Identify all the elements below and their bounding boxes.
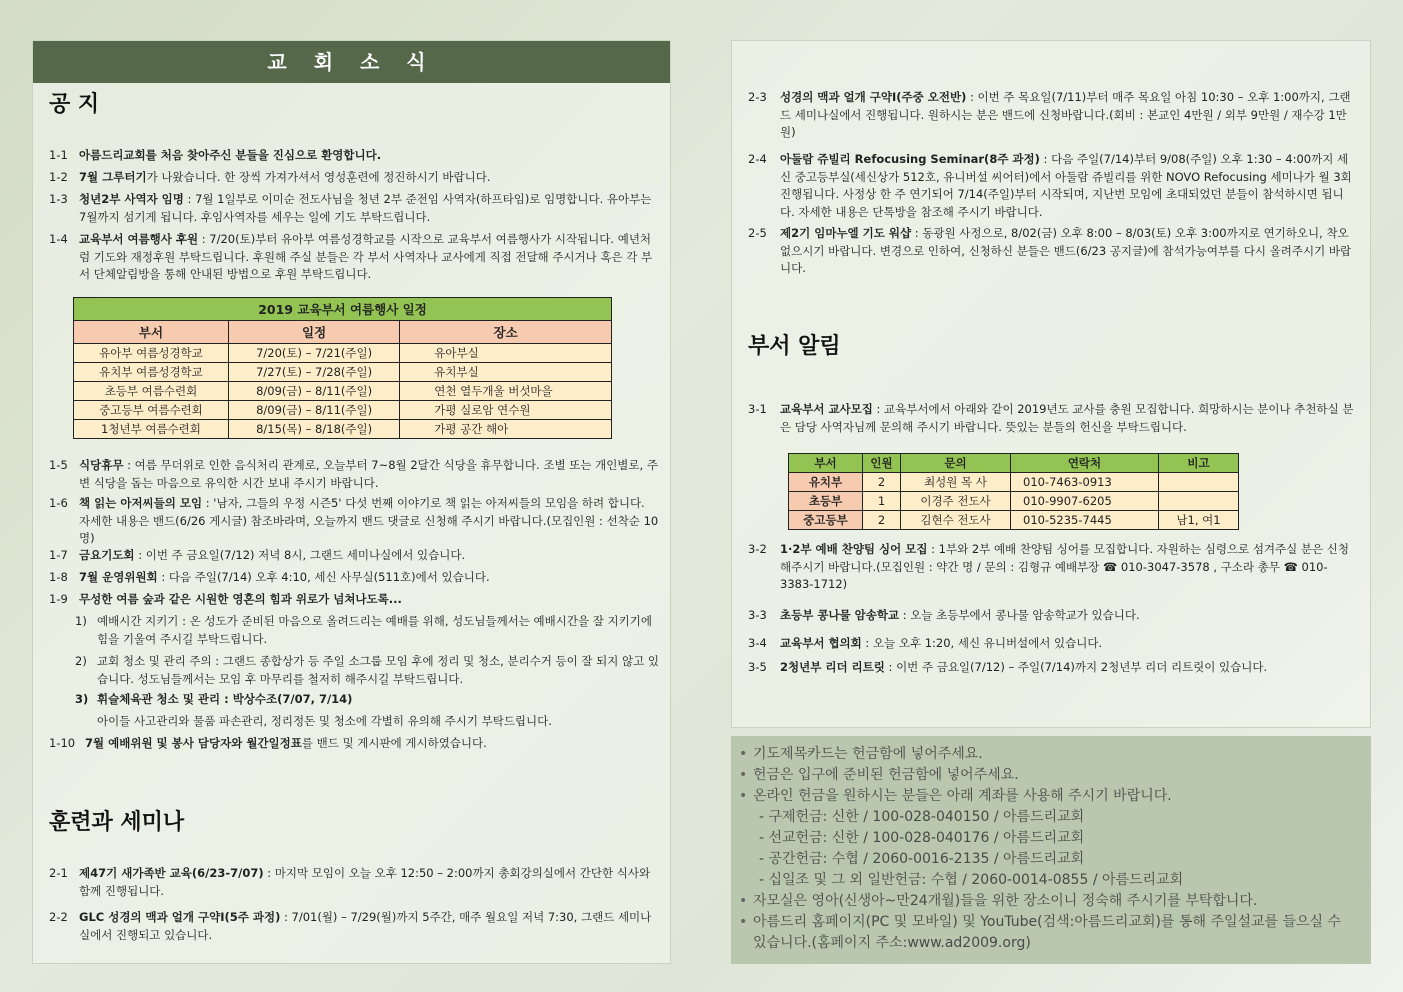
list-item: • 자모실은 영아(신생아~만24개월)들을 위한 장소이니 정숙해 주시기를 부탁합니다. [739, 891, 1359, 912]
notice-1-4: 1-4 교육부서 여름행사 후원 : 7/20(토)부터 유아부 여름성경학교를 시작으로 교육부서 여름행사가 시작됩니다. 예년처럼 기도와 재정후원 부탁드립니다. 후원해 주실 분들은 각 부서 사역자나 교사에게 직접 전달해 주시거나 혹은 각 부서 단체알림방을 통해 안내된 방법으로 후원 부탁드립니다. [49, 232, 653, 281]
training-2-5: 2-5 제2기 임마누엘 기도 워샵 : 동광원 사정으로, 8/02(금) 오후 8:00 – 8/03(토) 오후 3:00까지로 연기하오니, 착오 없으시기 바랍니다. 변경으로 인하여, 신청하신 분들은 밴드(6/23 공지글)에 참석가능여부를 다시 올려주시기 바랍니다. [748, 226, 1352, 275]
notice-1-9-sub-3: 3) 휘슬체육관 청소 및 관리 : 박상수조(7/07, 7/14) [75, 692, 353, 706]
training-2-2: 2-2 GLC 성경의 맥과 얼개 구약Ⅰ(5주 과정) : 7/01(월) – 7/29(월)까지 5주간, 매주 월요일 저녁 7:30, 그랜드 세미나실에서 진행되고 있습니다. [49, 910, 652, 942]
schedule-header-dept: 부서 [74, 321, 229, 344]
notice-1-9: 1-9 무성한 여름 숲과 같은 시원한 영혼의 힘과 위로가 넘쳐나도록... [49, 592, 402, 606]
summer-schedule-table [73, 297, 612, 439]
training-2-1: 2-1 제47기 새가족반 교육(6/23-7/07) : 마지막 모임이 오늘 오후 12:50 – 2:00까지 총회강의실에서 간단한 식사와 함께 진행됩니다. [49, 866, 651, 898]
notes-list [739, 744, 1359, 954]
list-item: - 십일조 및 그 외 일반헌금: 수협 / 2060-0014-0855 / 아름드리교회 [759, 872, 1184, 888]
notice-1-9-sub-1: 1) 예배시간 지키기 : 온 성도가 준비된 마음으로 올려드리는 예배를 위해, 성도님들께서는 예배시간을 잘 지키기에 힘을 기울여 주시길 부탁드립니다. [75, 614, 652, 646]
notice-1-3: 1-3 청년2부 사역자 임명 : 7월 1일부로 이미순 전도사님을 청년 2부 준전임 사역자(하프타임)로 임명합니다. 유아부는 7월까지 섬기게 됩니다. 후임사역자를 세우는 일에 기도 부탁드립니다. [49, 192, 652, 224]
schedule-header-place: 장소 [400, 321, 612, 344]
table-row: 중고등부 2 김현수 전도사 010-5235-7445 남1, 여1 [789, 511, 1239, 530]
list-item: - 공간헌금: 수협 / 2060-0016-2135 / 아름드리교회 [759, 851, 1085, 867]
table-row: 유치부 2 최성원 목 사 010-7463-0913 [789, 473, 1239, 492]
notice-1-5: 1-5 식당휴무 : 여름 무더위로 인한 음식처리 관계로, 오늘부터 7~8월 2달간 식당을 휴무합니다. 조별 또는 개인별로, 주변 식당을 돕는 마음으로 유익한 시간 보내 주시기 바랍니다. [49, 458, 658, 490]
section-title-training: 훈련과 세미나 [49, 810, 185, 835]
notice-1-2: 1-2 7월 그루터기가 나왔습니다. 한 장씩 가져가셔서 영성훈련에 정진하시기 바랍니다. [49, 170, 491, 184]
table-row: 초등부 여름수련회 8/09(금) – 8/11(주일) 연천 열두개울 버섯마을 [74, 382, 612, 401]
dept-3-1: 3-1 교육부서 교사모집 : 교육부서에서 아래와 같이 2019년도 교사를 충원 모집합니다. 희망하시는 분이나 추천하실 분은 담당 사역자님께 문의해 주시기 바랍니다. 뜻있는 분들의 헌신을 부탁드립니다. [748, 402, 1354, 434]
notice-1-9-sub-2: 2) 교회 청소 및 관리 주의 : 그랜드 종합상가 등 주일 소그룹 모임 후에 정리 및 청소, 분리수거 등이 잘 되지 않고 있습니다. 성도님들께서는 모임 후 마무리를 철저히 해주시길 부탁드립니다. [75, 654, 659, 686]
notice-1-1: 1-1 아름드리교회를 처음 찾아주신 분들을 진심으로 환영합니다. [49, 148, 382, 162]
right-panel [731, 40, 1371, 728]
training-2-4: 2-4 아둘람 쥬빌리 Refocusing Seminar(8주 과정) : 다음 주일(7/14)부터 9/08(주일) 오후 1:30 – 4:00까지 세신 중고등부실(세신상가 512호, 유니버설 씨어터)에서 아둘람 쥬빌리를 위한 NOVO Refocusing 세미나가 월 3회 진행됩니다. 사정상 한 주 연기되어 7/14(주일)부터 시작되며, 지난번 모임에 초대되었던 분들이 참석하시면 됩니다. 자세한 내용은 단톡방을 참조해 주시기 바랍니다. [748, 152, 1352, 219]
table-row: 1청년부 여름수련회 8/15(목) – 8/18(주일) 가평 공간 해아 [74, 420, 612, 439]
list-item: • 기도제목카드는 헌금함에 넣어주세요. [739, 744, 1359, 765]
notice-1-8: 1-8 7월 운영위원회 : 다음 주일(7/14) 오후 4:10, 세신 사무실(511호)에서 있습니다. [49, 570, 490, 584]
notice-1-9-sub-3-detail: 아이들 사고관리와 물품 파손관리, 정리정돈 및 청소에 각별히 유의해 주시기 부탁드립니다. [97, 714, 552, 728]
church-news-banner: 교 회 소 식 [33, 41, 670, 83]
dept-3-3: 3-3 초등부 콩나물 암송학교 : 오늘 초등부에서 콩나물 암송학교가 있습니다. [748, 608, 1140, 622]
list-item: - 선교헌금: 신한 / 100-028-040176 / 아름드리교회 [759, 830, 1085, 846]
table-row: 중고등부 여름수련회 8/09(금) – 8/11(주일) 가평 실로암 연수원 [74, 401, 612, 420]
list-item: • 헌금은 입구에 준비된 헌금함에 넣어주세요. [739, 765, 1359, 786]
list-item: • 온라인 헌금을 원하시는 분들은 아래 계좌를 사용해 주시기 바랍니다. [739, 786, 1359, 807]
dept-3-5: 3-5 2청년부 리더 리트릿 : 이번 주 금요일(7/12) – 주일(7/14)까지 2청년부 리더 리트릿이 있습니다. [748, 660, 1268, 674]
notice-1-10: 1-10 7월 예배위원 및 봉사 담당자와 월간일정표를 밴드 및 게시판에 게시하였습니다. [49, 736, 487, 750]
dept-3-2: 3-2 1·2부 예배 찬양팀 싱어 모집 : 1부와 2부 예배 찬양팀 싱어를 모집합니다. 자원하는 심령으로 섬겨주실 분은 신청해주시기 바랍니다.(모집인원 : 약간 명 / 문의 : 김형규 예배부장 ☎ 010-3047-3578 , 구소라 총무 ☎ 010-3383-1712) [748, 542, 1349, 591]
left-panel [32, 40, 671, 964]
section-title-dept: 부서 알림 [748, 334, 841, 359]
training-2-3: 2-3 성경의 맥과 얼개 구약Ⅰ(주중 오전반) : 이번 주 목요일(7/11)부터 매주 목요일 아침 10:30 – 오후 1:00까지, 그랜드 세미나실에서 진행됩니다. 원하시는 분은 밴드에 신청바랍니다.(회비 : 본교인 4만원 / 외부 9만원 / 재수강 1만원) [748, 90, 1351, 139]
table-row: 유아부 여름성경학교 7/20(토) – 7/21(주일) 유아부실 [74, 344, 612, 363]
list-item: - 구제헌금: 신한 / 100-028-040150 / 아름드리교회 [759, 809, 1085, 825]
table-row: 초등부 1 이경주 전도사 010-9907-6205 [789, 492, 1239, 511]
list-item: • 아름드리 홈페이지(PC 및 모바일) 및 YouTube(검색:아름드리교회)를 통해 주일설교를 들으실 수 있습니다.(홈페이지 주소:www.ad2009.org) [739, 912, 1359, 954]
teacher-recruit-table: 부서 인원 문의 연락처 비고 유치부 2 최성원 목 사 010-7463-0913 초등부 1 이경주 전도사 010-9907-6205 중고등부 2 김현수 전도사 010-5235-7445 남1, 여1 [788, 453, 1239, 530]
dept-3-4: 3-4 교육부서 협의회 : 오늘 오후 1:20, 세신 유니버설에서 있습니다. [748, 636, 1103, 650]
section-title-notices: 공 지 [49, 92, 100, 117]
table-row: 유치부 여름성경학교 7/27(토) – 7/28(주일) 유치부실 [74, 363, 612, 382]
schedule-header-date: 일정 [228, 321, 399, 344]
notice-1-6: 1-6 책 읽는 아저씨들의 모임 : '남자, 그들의 우정 시즌5' 다섯 번째 이야기로 책 읽는 아저씨들의 모임을 하려 합니다. 자세한 내용은 밴드(6/26 게시글) 참조바라며, 오늘까지 밴드 댓글로 신청해 주시기 바랍니다.(모집인원 : 선착순 10명) [49, 496, 659, 545]
notice-1-7: 1-7 금요기도회 : 이번 주 금요일(7/12) 저녁 8시, 그랜드 세미나실에서 있습니다. [49, 548, 466, 562]
notes-box [731, 736, 1371, 964]
schedule-caption: 2019 교육부서 여름행사 일정 [74, 298, 612, 321]
